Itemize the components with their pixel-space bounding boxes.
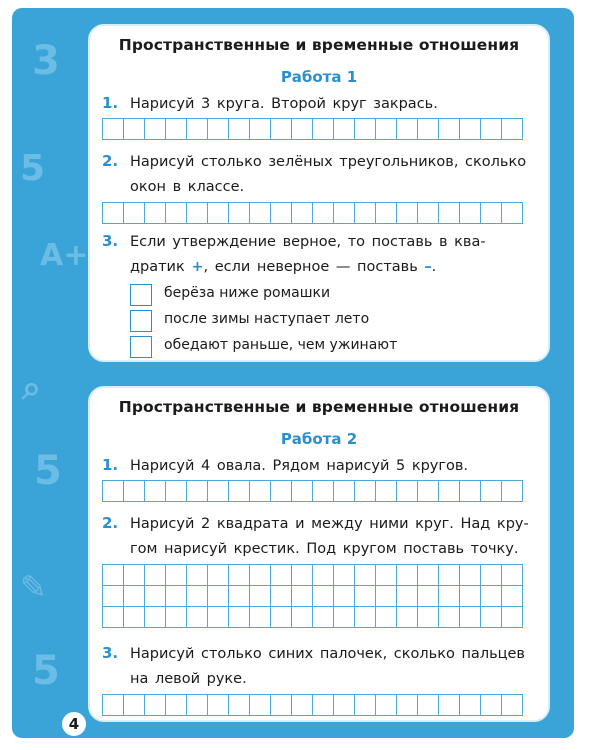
grid-cell[interactable] [124,203,145,224]
grid-cell[interactable] [292,203,313,224]
grid-cell[interactable] [103,481,124,502]
grid-cell[interactable] [271,586,292,607]
work-2-card [88,386,550,722]
plus-sign: + [191,259,204,275]
statement-text: обедают раньше, чем ужинают [164,337,398,353]
grid-cell[interactable] [481,607,502,628]
answer-checkbox[interactable] [130,284,152,306]
grid-cell[interactable] [481,565,502,586]
grid-cell[interactable] [481,695,502,716]
grid-cell[interactable] [481,119,502,140]
grid-cell[interactable] [502,203,523,224]
grid-cell[interactable] [229,607,250,628]
grid-cell[interactable] [208,695,229,716]
grid-cell[interactable] [418,586,439,607]
task-text-line: Нарисуй столько синих палочек, сколько пальцев [130,646,525,662]
grid-cell[interactable] [250,203,271,224]
grid-cell[interactable] [502,481,523,502]
doodle-decoration-icon: 5 [34,448,62,494]
grid-cell[interactable] [208,586,229,607]
grid-cell[interactable] [397,203,418,224]
grid-cell[interactable] [229,695,250,716]
doodle-decoration-icon: ⌕ [22,368,42,408]
grid-cell[interactable] [502,119,523,140]
grid-cell[interactable] [334,586,355,607]
task-text-line: Если утверждение верное, то поставь в ква- [130,234,486,250]
grid-cell[interactable] [376,565,397,586]
task-text-part: . [431,259,437,275]
grid-cell[interactable] [481,203,502,224]
task-number: 3. [102,644,119,662]
grid-cell[interactable] [145,481,166,502]
grid-cell[interactable] [124,481,145,502]
task-text-part: , если неверное — поставь [203,259,418,275]
grid-cell[interactable] [229,203,250,224]
answer-checkbox[interactable] [130,336,152,358]
grid-cell[interactable] [502,565,523,586]
task-text-line: на левой руке. [130,671,247,687]
grid-cell[interactable] [355,695,376,716]
grid-cell[interactable] [418,203,439,224]
grid-cell[interactable] [397,565,418,586]
grid-cell[interactable] [292,119,313,140]
grid-cell[interactable] [103,586,124,607]
grid-cell[interactable] [460,695,481,716]
grid-cell[interactable] [208,119,229,140]
doodle-decoration-icon: 3 [32,38,60,84]
grid-cell[interactable] [439,586,460,607]
grid-cell[interactable] [271,607,292,628]
grid-cell[interactable] [271,481,292,502]
work-1-card [88,24,550,362]
grid-cell[interactable] [166,695,187,716]
grid-cell[interactable] [229,565,250,586]
grid-cell[interactable] [208,607,229,628]
grid-cell[interactable] [460,565,481,586]
task-number: 1. [102,94,119,112]
grid-cell[interactable] [166,607,187,628]
page-number: 4 [60,710,88,738]
grid-cell[interactable] [250,119,271,140]
grid-cell[interactable] [292,481,313,502]
grid-cell[interactable] [271,565,292,586]
grid-cell[interactable] [250,481,271,502]
task-number: 2. [102,514,119,532]
grid-cell[interactable] [292,607,313,628]
grid-cell[interactable] [313,586,334,607]
grid-cell[interactable] [334,695,355,716]
answer-checkbox[interactable] [130,310,152,332]
task-text-line [130,255,534,280]
grid-cell[interactable] [376,586,397,607]
grid-cell[interactable] [187,203,208,224]
grid-cell[interactable] [439,607,460,628]
grid-cell[interactable] [376,607,397,628]
task-text-line: гом нарисуй крестик. Под кругом поставь точку. [130,541,519,557]
grid-cell[interactable] [250,607,271,628]
grid-cell[interactable] [376,695,397,716]
grid-cell[interactable] [166,586,187,607]
grid-cell[interactable] [460,481,481,502]
task-number: 2. [102,152,119,170]
grid-cell[interactable] [145,586,166,607]
grid-cell[interactable] [103,203,124,224]
answer-grid[interactable] [102,694,523,716]
grid-cell[interactable] [229,481,250,502]
grid-cell[interactable] [418,695,439,716]
grid-cell[interactable] [502,607,523,628]
task-text: Нарисуй 4 овала. Рядом нарисуй 5 кругов. [130,458,469,474]
grid-cell[interactable] [145,607,166,628]
grid-cell[interactable] [103,607,124,628]
grid-cell[interactable] [439,119,460,140]
grid-cell[interactable] [418,565,439,586]
grid-cell[interactable] [397,607,418,628]
grid-cell[interactable] [439,565,460,586]
grid-cell[interactable] [166,565,187,586]
grid-cell[interactable] [208,565,229,586]
answer-grid[interactable] [102,118,523,140]
grid-cell[interactable] [187,695,208,716]
doodle-decoration-icon: 5 [20,148,46,189]
grid-cell[interactable] [187,565,208,586]
grid-cell[interactable] [166,119,187,140]
answer-grid[interactable] [102,564,523,628]
grid-cell[interactable] [376,119,397,140]
grid-cell[interactable] [397,695,418,716]
grid-cell[interactable] [334,481,355,502]
doodle-decoration-icon: A+ [40,238,89,273]
grid-cell[interactable] [460,203,481,224]
grid-cell[interactable] [418,481,439,502]
grid-cell[interactable] [124,695,145,716]
grid-cell[interactable] [355,119,376,140]
grid-cell[interactable] [460,586,481,607]
grid-cell[interactable] [166,481,187,502]
grid-cell[interactable] [313,565,334,586]
grid-cell[interactable] [439,203,460,224]
task-text: Нарисуй 3 круга. Второй круг закрась. [130,96,438,112]
grid-cell[interactable] [313,607,334,628]
grid-cell[interactable] [313,203,334,224]
grid-cell[interactable] [502,695,523,716]
grid-cell[interactable] [208,481,229,502]
grid-cell[interactable] [103,565,124,586]
grid-cell[interactable] [145,119,166,140]
grid-cell[interactable] [292,695,313,716]
grid-cell[interactable] [124,586,145,607]
task-number: 3. [102,232,119,250]
minus-sign: – [424,259,432,275]
grid-cell[interactable] [103,119,124,140]
grid-cell[interactable] [313,695,334,716]
grid-cell[interactable] [397,586,418,607]
grid-cell[interactable] [439,481,460,502]
answer-grid[interactable] [102,202,523,224]
grid-cell[interactable] [397,481,418,502]
grid-cell[interactable] [439,695,460,716]
doodle-decoration-icon: 5 [32,648,60,694]
grid-cell[interactable] [418,119,439,140]
grid-cell[interactable] [334,565,355,586]
work-title: Работа 1 [280,68,358,86]
statement-text: берёза ниже ромашки [164,285,331,301]
grid-cell[interactable] [271,695,292,716]
grid-cell[interactable] [460,607,481,628]
statement-text: после зимы наступает лето [164,311,370,327]
grid-cell[interactable] [397,119,418,140]
grid-cell[interactable] [187,586,208,607]
grid-cell[interactable] [208,203,229,224]
grid-cell[interactable] [313,481,334,502]
task-text-part: дратик [130,259,185,275]
grid-cell[interactable] [145,203,166,224]
grid-cell[interactable] [166,203,187,224]
task-text-line: окон в классе. [130,179,245,195]
grid-cell[interactable] [376,203,397,224]
grid-cell[interactable] [187,481,208,502]
grid-cell[interactable] [313,119,334,140]
task-number: 1. [102,456,119,474]
grid-cell[interactable] [145,695,166,716]
grid-cell[interactable] [250,586,271,607]
grid-cell[interactable] [334,119,355,140]
grid-cell[interactable] [481,481,502,502]
section-title: Пространственные и временные отношения [118,36,520,54]
grid-cell[interactable] [187,119,208,140]
grid-cell[interactable] [355,481,376,502]
grid-cell[interactable] [355,203,376,224]
grid-cell[interactable] [292,586,313,607]
grid-cell[interactable] [124,607,145,628]
grid-cell[interactable] [460,119,481,140]
grid-cell[interactable] [250,695,271,716]
grid-cell[interactable] [502,586,523,607]
grid-cell[interactable] [271,203,292,224]
grid-cell[interactable] [376,481,397,502]
grid-cell[interactable] [418,607,439,628]
grid-cell[interactable] [229,586,250,607]
grid-cell[interactable] [481,586,502,607]
work-title: Работа 2 [280,430,358,448]
grid-cell[interactable] [355,565,376,586]
answer-grid[interactable] [102,480,523,502]
task-text-line: Нарисуй 2 квадрата и между ними круг. Над кру- [130,516,529,532]
grid-cell[interactable] [103,695,124,716]
grid-cell[interactable] [355,607,376,628]
doodle-decoration-icon: ✎ [20,568,47,606]
grid-cell[interactable] [292,565,313,586]
grid-cell[interactable] [229,119,250,140]
grid-cell[interactable] [187,607,208,628]
section-title: Пространственные и временные отношения [118,398,520,416]
grid-cell[interactable] [271,119,292,140]
grid-cell[interactable] [334,203,355,224]
task-text-line: Нарисуй столько зелёных треугольников, сколько [130,154,527,170]
grid-cell[interactable] [355,586,376,607]
grid-cell[interactable] [145,565,166,586]
grid-cell[interactable] [250,565,271,586]
grid-cell[interactable] [124,119,145,140]
grid-cell[interactable] [124,565,145,586]
grid-cell[interactable] [334,607,355,628]
